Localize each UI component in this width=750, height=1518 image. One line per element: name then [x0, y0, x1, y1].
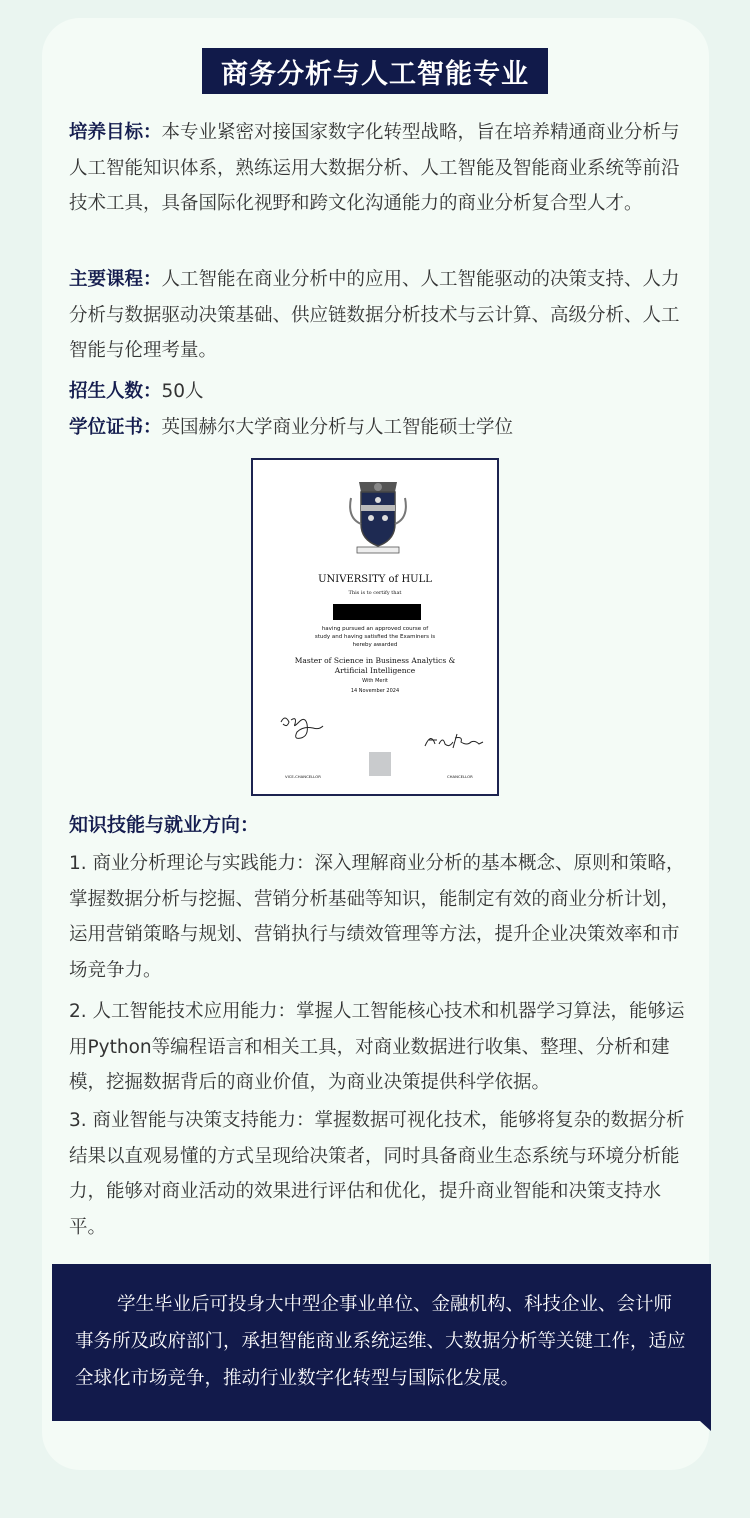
university-crest-icon — [345, 478, 411, 556]
enrollment-label: 招生人数： — [69, 381, 162, 402]
goal-section — [69, 115, 685, 222]
certificate-university: UNIVERSITY of HULL — [318, 574, 432, 585]
enrollment-text: 50人 — [161, 381, 204, 402]
redacted-name-bar — [333, 604, 421, 620]
certificate-date: 14 November 2024 — [350, 688, 400, 694]
certificate-seal — [369, 752, 391, 776]
certificate-degree-line1: Master of Science in Business Analytics & — [294, 656, 456, 665]
skills-heading: 知识技能与就业方向： — [69, 814, 260, 836]
certificate-degree-line2: Artificial Intelligence — [334, 665, 416, 675]
courses-section — [69, 262, 685, 369]
degree-section — [69, 410, 685, 446]
certificate-merit: With Merit — [362, 678, 388, 684]
vice-chancellor-signature-icon — [279, 712, 325, 742]
skills-item-1: 1. 商业分析理论与实践能力：深入理解商业分析的基本概念、原则和策略，掌握数据分析与挖掘、营销分析基础等知识，能制定有效的商业分析计划，运用营销策略与规划、营销执行与绩效管理等方法，提升企业决策效率和市场竞争力。 — [69, 853, 685, 981]
goal-label: 培养目标： — [69, 122, 162, 143]
footer-corner-decoration — [700, 1421, 711, 1431]
page-title: 商务分析与人工智能专业 — [202, 48, 548, 94]
certificate-line2: study and having satisfied the Examiners is — [314, 634, 436, 640]
courses-label: 主要课程： — [69, 269, 162, 290]
certificate-line1: having pursued an approved course of — [321, 626, 429, 632]
career-footer-box — [52, 1264, 711, 1421]
certificate-role-left: VICE-CHANCELLOR — [285, 774, 321, 779]
skills-item-2: 2. 人工智能技术应用能力：掌握人工智能核心技术和机器学习算法，能够运用Python等编程语言和相关工具，对商业数据进行收集、整理、分析和建模，挖掘数据背后的商业价值，为商业决策提供科学依据。 — [69, 1001, 685, 1093]
enrollment-section — [69, 374, 685, 410]
degree-label: 学位证书： — [69, 417, 162, 438]
certificate-degree — [253, 656, 497, 675]
degree-certificate-image — [251, 458, 499, 796]
goal-text: 本专业紧密对接国家数字化转型战略，旨在培养精通商业分析与人工智能知识体系，熟练运用大数据分析、人工智能及智能商业系统等前沿技术工具，具备国际化视野和跨文化沟通能力的商业分析复合型人才。 — [69, 122, 680, 214]
chancellor-signature-icon — [423, 730, 485, 752]
career-footer-text: 学生毕业后可投身大中型企事业单位、金融机构、科技企业、会计师事务所及政府部门，承担智能商业系统运维、大数据分析等关键工作，适应全球化市场竞争，推动行业数字化转型与国际化发展。 — [75, 1294, 686, 1389]
skills-item-3: 3. 商业智能与决策支持能力：掌握数据可视化技术，能够将复杂的数据分析结果以直观易懂的方式呈现给决策者，同时具备商业生态系统与环境分析能力，能够对商业活动的效果进行评估和优化，提升商业智能和决策支持水平。 — [69, 1110, 685, 1238]
degree-text: 英国赫尔大学商业分析与人工智能硕士学位 — [161, 417, 514, 438]
certificate-line3: hereby awarded — [352, 642, 398, 648]
certificate-role-right: CHANCELLOR — [447, 774, 473, 779]
certificate-certify-line: This is to certify that — [348, 590, 402, 596]
courses-text: 人工智能在商业分析中的应用、人工智能驱动的决策支持、人力分析与数据驱动决策基础、供应链数据分析技术与云计算、高级分析、人工智能与伦理考量。 — [69, 269, 680, 361]
